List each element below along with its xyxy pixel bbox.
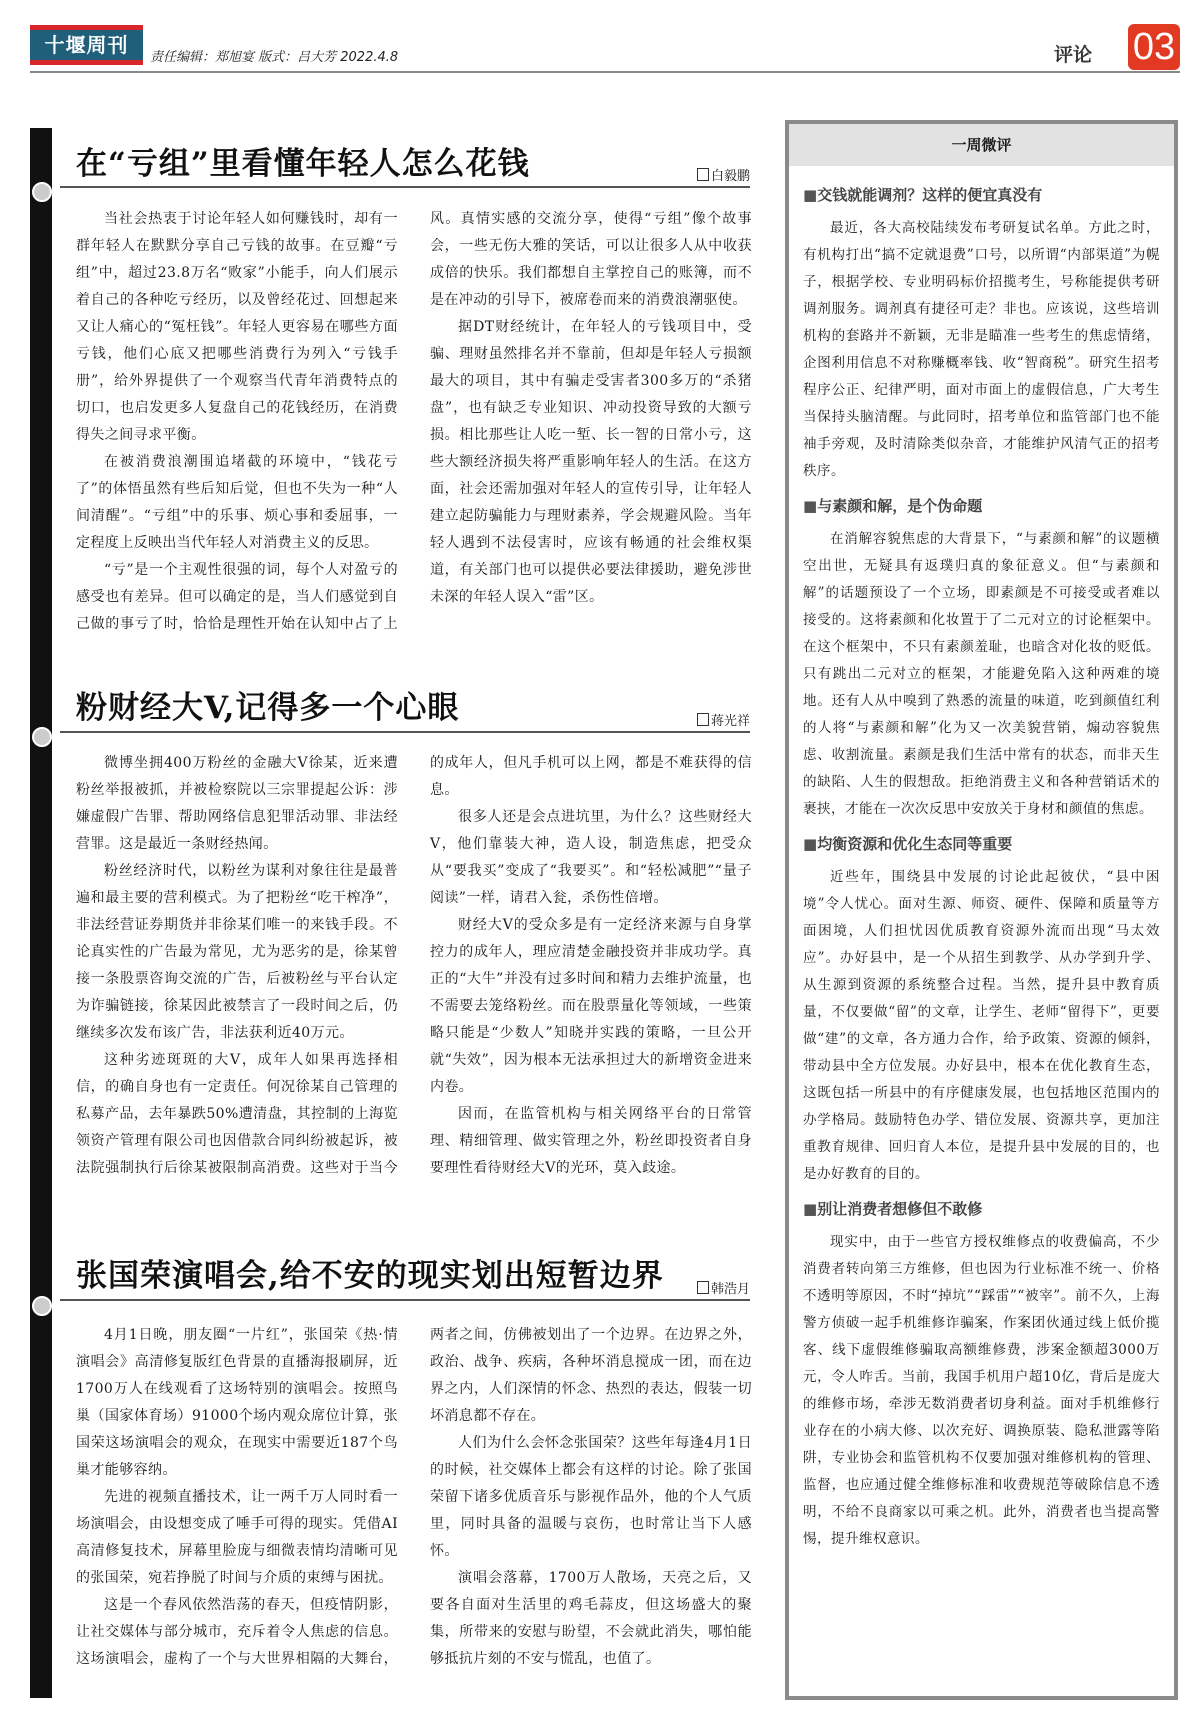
comment-heading: ■ 均衡资源和优化生态同等重要 <box>803 833 1160 854</box>
paragraph: 据DT财经统计，在年轻人的亏钱项目中，受骗、理财虽然排名并不靠前，但却是年轻人亏损额最大的项目，其中有骗走受害者300多万的“杀猪盘”，也有缺乏专业知识、冲动投资导致的大额亏损。相比那些让人吃一堑、长一智的日常小亏，这些大额经济损失将严重影响年轻人的生活。在这方面，社会还需加强对年轻人的宣传引导，让年轻人建立起防骗能力与理财素养，学会规避风险。当年轻人遇到不法侵害时，应该有畅通的社会维权渠道，有关部门也可以提供必要法律援助，避免涉世未深的年轻人误入“雷”区。 <box>430 319 752 605</box>
article-author: 韩浩月 <box>697 1278 750 1297</box>
paragraph: 人们为什么会怀念张国荣？这些年每逢4月1日的时候，社交媒体上都会有这样的讨论。除了张国荣留下诸多优质音乐与影视作品外，他的个人气质里，同时具备的温暖与哀伤，也时常让当下人感怀。 <box>430 1435 752 1559</box>
paragraph: 粉丝经济时代，以粉丝为谋利对象往往是最普遍和最主要的营利模式。为了把粉丝“吃干榨净”，非法经营证券期货并非徐某们唯一的来钱手段。不论真实性的广告最为常见，尤为恶劣的是，徐某曾接一条股票咨询交流的广告，后被粉丝与平台认定为诈骗链接，徐某因此被禁言了一段时间之后，仍继续多次发布该广告，非法获利近40万元。 <box>76 863 398 1041</box>
sidebar-title: 一周微评 <box>789 124 1174 166</box>
paragraph: “亏”是一个主观性很强的词，每个人对盈亏的感受也有差异。但可以确定的是，当人们感觉到自己做的事亏了时，恰恰是理性开始在认知中占了上风。真情实感的交流分享，使得“亏组”像个故事会，一些无伤大雅的笑话，可以让很多人从中收获成倍的快乐。我们都想自主掌控自己的账簿，而不是在冲动的引导下，被席卷而来的消费浪潮驱使。 <box>76 211 752 632</box>
title-rule <box>60 1299 750 1301</box>
editor-credits: 责任编辑：郑旭宴 版式：吕大芳 2022.4.8 <box>150 50 399 65</box>
paragraph: 很多人还是会点进坑里，为什么？这些财经大V，他们靠装大神，造人设，制造焦虑，把受众从“要我买”变成了“我要买”。和“轻松减肥”“量子阅读”一样，请君入瓮，杀伤性倍增。 <box>430 809 752 906</box>
paragraph: 这种劣迹斑斑的大V，成年人如果再选择相信，的确自身也有一定责任。何况徐某自己管理的私募产品，去年暴跌50%遭清盘，其控制的上海览领资产管理有限公司也因借款合同纠纷被起诉，被法院强制执行后徐某被限制高消费。这些对于当今的成年人，但凡手机可以上网，都是不难获得的信息。 <box>76 755 752 1176</box>
comment-heading: ■ 别让消费者想修但不敢修 <box>803 1198 1160 1219</box>
article-marker-dot <box>32 182 52 202</box>
comment-heading: ■ 交钱就能调剂？这样的便宜真没有 <box>803 184 1160 205</box>
paragraph: 在被消费浪潮围追堵截的环境中，“钱花亏了”的体悟虽然有些后知后觉，但也不失为一种“人间清醒”。“亏组”中的乐事、烦心事和委屈事，一定程度上反映出当代年轻人对消费主义的反思。 <box>76 454 398 551</box>
article-title: 张国荣演唱会,给不安的现实划出短暂边界 <box>76 1258 664 1294</box>
article-body <box>76 750 752 1200</box>
paragraph: 这是一个春风依然浩荡的春天，但疫情阴影，让社交媒体与部分城市，充斥着令人焦虑的信息。这场演唱会，虚构了一个与大世界相隔的大舞台，两者之间，仿佛被划出了一个边界。在边界之外，政治、战争、疾病，各种坏消息搅成一团，而在边界之内，人们深情的怀念、热烈的表达，假装一切坏消息都不存在。 <box>76 1327 752 1667</box>
comment-heading: ■ 与素颜和解，是个伪命题 <box>803 495 1160 516</box>
page-number-badge: 03 <box>1128 24 1180 70</box>
paragraph: 财经大V的受众多是有一定经济来源与自身掌控力的成年人，理应清楚金融投资并非成功学。真正的“大牛”并没有过多时间和精力去维护流量，也不需要去笼络粉丝。而在股票量化等领域，一些策略只能是“少数人”知晓并实践的策略，一旦公开就“失效”，因为根本无法承担过大的新增资金进来内卷。 <box>430 917 752 1095</box>
article-author: 白毅鹏 <box>697 165 750 184</box>
left-decorative-bar <box>30 128 52 1698</box>
section-label: 评论 <box>1053 44 1092 66</box>
article-body <box>76 206 752 646</box>
article-marker-dot <box>32 1296 52 1316</box>
comment-text: 在消解容貌焦虑的大背景下，“与素颜和解”的议题横空出世，无疑具有返璞归真的象征意义。但“与素颜和解”的话题预设了一个立场，即素颜是不可接受或者难以接受的。这将素颜和化妆置于了二元对立的讨论框架中。在这个框架中，不只有素颜羞耻，也暗含对化妆的贬低。只有跳出二元对立的框架，才能避免陷入这种两难的境地。还有人从中嗅到了熟悉的流量的味道，吃到颜值红利的人将“与素颜和解”化为又一次美貌营销，煽动容貌焦虑、收割流量。素颜是我们生活中常有的状态，而非天生的缺陷、人生的假想敌。拒绝消费主义和各种营销话术的裹挟，才能在一次次反思中安放关于身材和颜值的焦虑。 <box>803 531 1160 817</box>
paragraph: 当社会热衷于讨论年轻人如何赚钱时，却有一群年轻人在默默分享自己亏钱的故事。在豆瓣“亏组”中，超过23.8万名“败家”小能手，向人们展示着自己的各种吃亏经历，以及曾经花过、回想起来又让人痛心的“冤枉钱”。年轻人更容易在哪些方面亏钱，他们心底又把哪些消费行为列入“亏钱手册”，给外界提供了一个观察当代青年消费特点的切口，也启发更多人复盘自己的花钱经历，在消费得失之间寻求平衡。 <box>76 211 398 443</box>
weekly-comments-sidebar <box>785 120 1178 1700</box>
title-rule <box>60 186 750 188</box>
header-divider <box>30 71 1180 73</box>
article-body <box>76 1322 752 1707</box>
comment-text: 近些年，围绕县中发展的讨论此起彼伏，“县中困境”令人忧心。面对生源、师资、硬件、保障和质量等方面困境，人们担忧因优质教育资源外流而出现“马太效应”。办好县中，是一个从招生到教学、从办学到升学、从生源到资源的系统整合过程。当然，提升县中教育质量，不仅要做“留”的文章，让学生、老师“留得下”，更要做“建”的文章，各方通力合作，给予政策、资源的倾斜，带动县中全方位发展。办好县中，根本在优化教育生态，这既包括一所县中的有序健康发展，也包括地区范围内的办学格局。鼓励特色办学、错位发展、资源共享，更加注重教育规律、回归育人本位，是提升县中发展的目的，也是办好教育的目的。 <box>803 869 1160 1182</box>
article-title: 粉财经大V,记得多一个心眼 <box>76 690 460 726</box>
paragraph: 因而，在监管机构与相关网络平台的日常管理、精细管理、做实管理之外，粉丝即投资者自身要理性看待财经大V的光环，莫入歧途。 <box>430 1106 752 1176</box>
paragraph: 先进的视频直播技术，让一两千万人同时看一场演唱会，由设想变成了唾手可得的现实。凭借AI高清修复技术，屏幕里脸庞与细微表情均清晰可见的张国荣，宛若挣脱了时间与介质的束缚与困扰。 <box>76 1489 398 1586</box>
article-marker-dot <box>32 727 52 747</box>
paragraph: 4月1日晚，朋友圈“一片红”，张国荣《热·情演唱会》高清修复版红色背景的直播海报刷屏，近1700万人在线观看了这场特别的演唱会。按照鸟巢（国家体育场）91000个场内观众席位计算，张国荣这场演唱会的观众，在现实中需要近187个鸟巢才能够容纳。 <box>76 1327 398 1478</box>
paragraph: 演唱会落幕，1700万人散场，天亮之后，又要各自面对生活里的鸡毛蒜皮，但这场盛大的聚集，所带来的安慰与盼望，不会就此消失，哪怕能够抵抗片刻的不安与慌乱，也值了。 <box>430 1570 752 1667</box>
article-title: 在“亏组”里看懂年轻人怎么花钱 <box>76 146 530 182</box>
comment-text: 现实中，由于一些官方授权维修点的收费偏高，不少消费者转向第三方维修，但也因为行业标准不统一、价格不透明等原因，不时“掉坑”“踩雷”“被宰”。前不久，上海警方侦破一起手机维修诈骗案，作案团伙通过线上低价揽客、线下虚假维修骗取高额维修费，涉案金额超3000万元，令人咋舌。当前，我国手机用户超10亿，背后是庞大的维修市场，牵涉无数消费者切身利益。面对手机维修行业存在的小病大修、以次充好、调换原装、隐私泄露等陷阱，专业协会和监管机构不仅要加强对维修机构的管理、监督，也应通过健全维修标准和收费规范等破除信息不透明，不给不良商家以可乘之机。此外，消费者也当提高警惕，提升维权意识。 <box>803 1234 1160 1547</box>
title-rule <box>60 731 750 733</box>
paragraph: 微博坐拥400万粉丝的金融大V徐某，近来遭粉丝举报被抓，并被检察院以三宗罪提起公诉：涉嫌虚假广告罪、帮助网络信息犯罪活动罪、非法经营罪。这是最近一条财经热闻。 <box>76 755 398 852</box>
comment-text: 最近，各大高校陆续发布考研复试名单。方此之时，有机构打出“搞不定就退费”口号，以所谓“内部渠道”为幌子，根据学校、专业明码标价招揽考生，号称能提供考研调剂服务。调剂真有捷径可走？非也。应该说，这些培训机构的套路并不新颖，无非是瞄准一些考生的焦虑情绪，企图利用信息不对称赚概率钱、收“智商税”。研究生招考程序公正、纪律严明，面对市面上的虚假信息，广大考生当保持头脑清醒。与此同时，招考单位和监管部门也不能袖手旁观，及时清除类似杂音，才能维护风清气正的招考秩序。 <box>803 220 1160 479</box>
article-author: 蒋光祥 <box>697 710 750 729</box>
masthead-logo: 十堰周刊 <box>30 25 143 65</box>
